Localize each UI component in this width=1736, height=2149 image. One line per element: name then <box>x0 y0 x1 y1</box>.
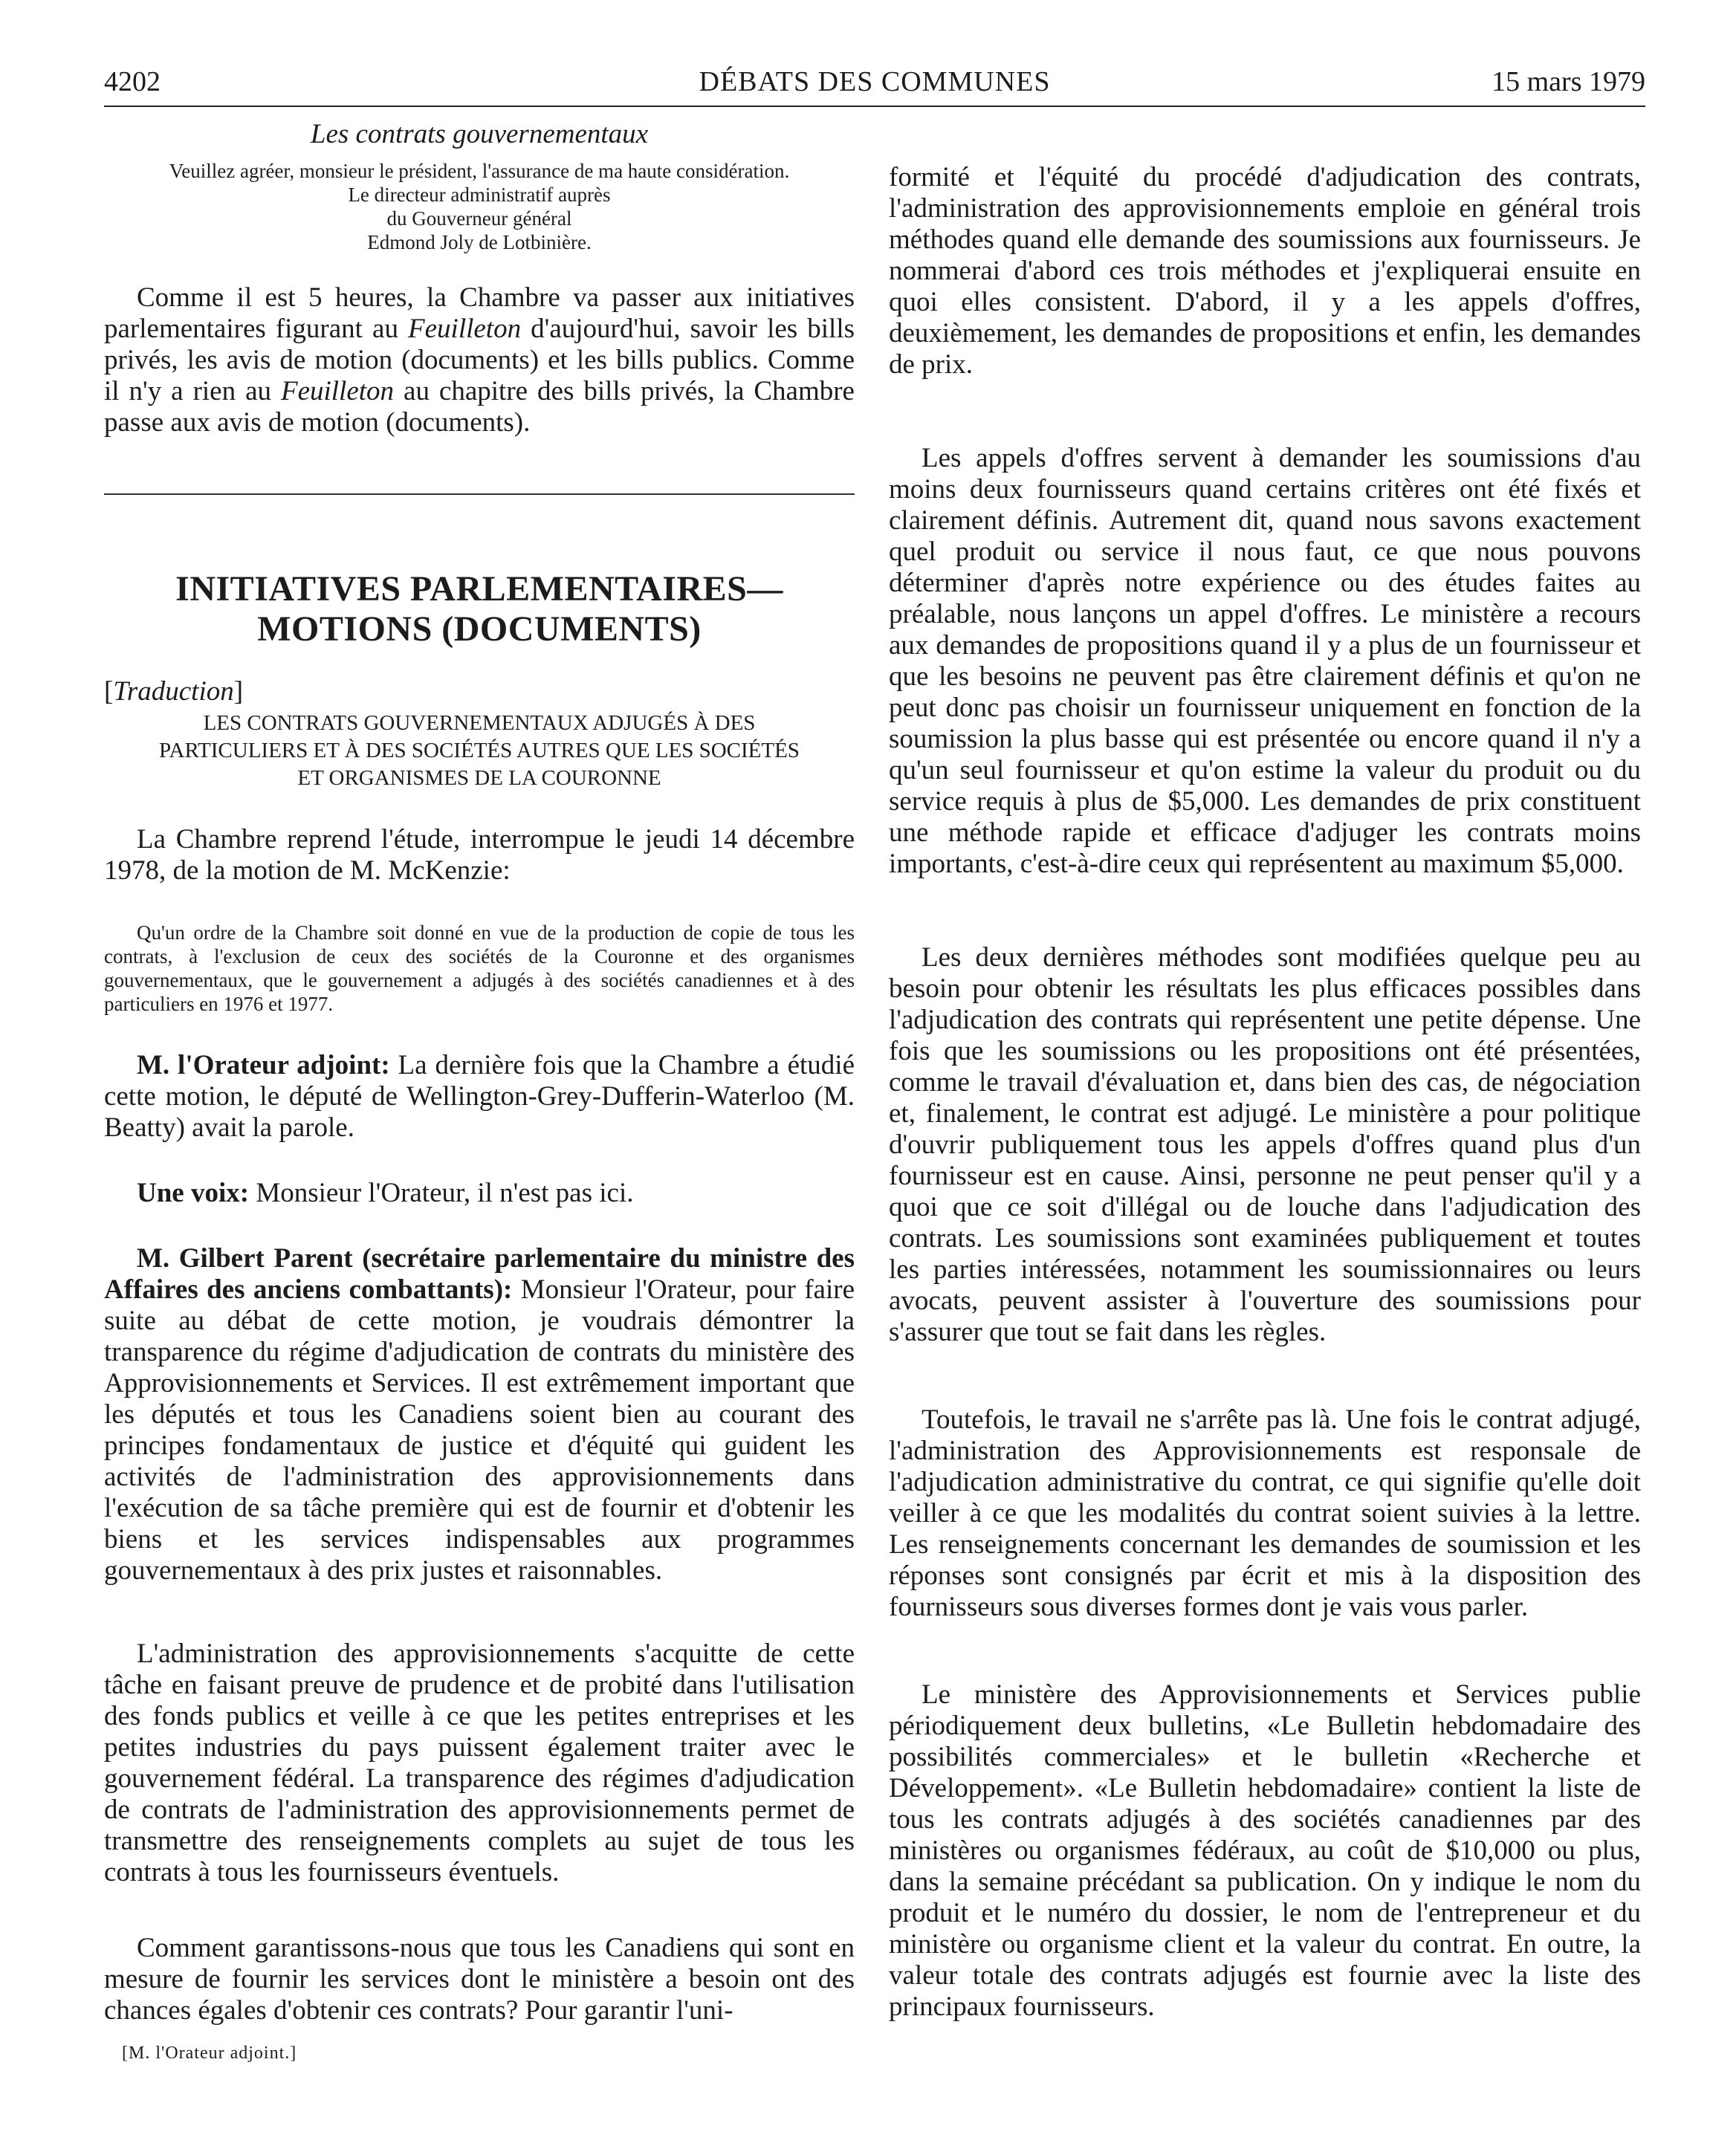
section-title: INITIATIVES PARLEMENTAIRES— MOTIONS (DOCUMENTS) <box>175 569 783 649</box>
section-divider <box>104 493 855 495</box>
publication-title: DÉBATS DES COMMUNES <box>699 66 1051 97</box>
paragraph: Les appels d'offres servent à demander les soumissions d'au moins deux fournisseurs quand certains critères ont été fixés et clairement définis. Autrement dit, quand nous savons exactement quel produit ou service il nous faut, ce que nous pouvons déterminer d'après notre expérience ou des études faites au préalable, nous lançons un appel d'offres. Le ministère a recours aux demandes de propositions quand il y a plus de un fournisseur et que les besoins ne peuvent pas être clairement définis et qu'on ne peut donc pas choisir un fournisseur uniquement en fonction de la soumission la plus basse qui est présentée ou encore quand il n'y a qu'un seul fournisseur et qu'on estime la valeur du produit ou du service requis à plus de $5,000. Les demandes de prix constituent une méthode rapide et efficace d'adjuger les contrats moins importants, c'est-à-dire ceux qui représentent au maximum $5,000. <box>889 443 1641 879</box>
voice-para: Une voix: Monsieur l'Orateur, il n'est pas ici. <box>137 1178 634 1208</box>
letter-line: Veuillez agréer, monsieur le président, l'assurance de ma haute considération. <box>169 160 790 182</box>
paragraph: Toutefois, le travail ne s'arrête pas là. Une fois le contrat adjugé, l'administration des Approvisionnements est responsale de l'adjudication administrative du contrat, ce qui signifie qu'elle doit veiller à ce que les modalités du contrat soient suivies à la lettre. Les renseignements concernant les demandes de soumission et les réponses sont consignés par écrit et mis à la disposition des fournisseurs sous diverses formes dont je vais vous parler. <box>889 1404 1641 1622</box>
paragraph: formité et l'équité du procédé d'adjudication des contrats, l'administration des approvisionnements emploie en général trois méthodes quand elle demande des soumissions aux fournisseurs. Je nommerai d'abord ces trois méthodes et j'expliquerai ensuite en quoi elles consistent. D'abord, il y a les appels d'offres, deuxièmement, les demandes de propositions et enfin, les demandes de prix. <box>889 162 1641 380</box>
letter-closing <box>104 159 855 254</box>
speaker-announcement: Comme il est 5 heures, la Chambre va passer aux initiatives parlementaires figurant au Feuilleton d'aujourd'hui, savoir les bills privés, les avis de motion (documents) et les bills publics. Comme il n'y a rien au Feuilleton au chapitre des bills privés, la Chambre passe aux avis de motion (documents). <box>104 282 855 438</box>
comment-para: Comment garantissons-nous que tous les Canadiens qui sont en mesure de fournir les services dont le ministère a besoin ont des chances égales d'obtenir ces contrats? Pour garantir l'uni- <box>104 1933 855 2026</box>
page-header <box>104 64 1645 107</box>
letter-line: Le directeur administratif auprès <box>348 184 611 206</box>
resumption-para: La Chambre reprend l'étude, interrompue le jeudi 14 décembre 1978, de la motion de M. McKenzie: <box>104 824 855 886</box>
paragraph: Les deux dernières méthodes sont modifiées quelque peu au besoin pour obtenir les résultats les plus efficaces possibles dans l'adjudication des contrats qui représentent une petite dépense. Une fois que les soumissions ou les propositions ont été présentées, comme le travail d'évaluation et, dans bien des cas, de négociation et, finalement, le contrat est adjugé. Le ministère a pour politique d'ouvrir publiquement tous les appels d'offres quand plus d'un fournisseur est en cause. Ainsi, personne ne peut penser qu'il y a quoi que ce soit d'illégal ou de louche dans l'adjudication des contrats. Les soumissions sont examinées publiquement et toutes les parties intéressées, notamment les soumissionnaires ou leurs avocats, peuvent assister à l'ouverture des soumissions pour s'assurer que tout se fait dans les règles. <box>889 942 1641 1347</box>
letter-line: Edmond Joly de Lotbinière. <box>367 231 592 253</box>
footnote: [M. l'Orateur adjoint.] <box>122 2043 297 2063</box>
parent-speech: M. Gilbert Parent (secrétaire parlementaire du ministre des Affaires des anciens combattants): Monsieur l'Orateur, pour faire suite au débat de cette motion, je voudrais démontrer la transparence du régime d'adjudication de contrats du ministère des Approvisionnements et Services. Il est extrêmement important que les députés et tous les Canadiens soient bien au courant des principes fondamentaux de justice et d'équité qui guident les activités de l'administration des approvisionnements dans l'exécution de sa tâche première qui est de fournir et d'obtenir les biens et les services indispensables aux programmes gouvernementaux à des prix justes et raisonnables. <box>104 1243 855 1586</box>
paragraph: Le ministère des Approvisionnements et Services publie périodiquement deux bulletins, «Le Bulletin hebdomadaire des possibilités commerciales» et le bulletin «Recherche et Développement». «Le Bulletin hebdomadaire» contient la liste de tous les contrats adjugés à des sociétés canadiennes par des ministères ou organismes fédéraux, au coût de $10,000 ou plus, dans la semaine précédant sa publication. On y indique le nom du produit et le numéro du dossier, le nom de l'entrepreneur et du ministère ou organisme client et la valeur du contrat. En outre, la valeur totale des contrats adjugés est fournie avec la liste des principaux fournisseurs. <box>889 1679 1641 2022</box>
motion-subject: LES CONTRATS GOUVERNEMENTAUX ADJUGÉS À DES PARTICULIERS ET À DES SOCIÉTÉS AUTRES QUE LES SOCIÉTÉS ET ORGANISMES DE LA COURONNE <box>159 711 800 790</box>
running-head: Les contrats gouvernementaux <box>310 119 649 149</box>
page-number: 4202 <box>104 66 161 97</box>
right-column <box>889 162 1641 2023</box>
letter-line: du Gouverneur général <box>386 207 572 230</box>
admin-para: L'administration des approvisionnements s'acquitte de cette tâche en faisant preuve de prudence et de probité dans l'utilisation des fonds publics et veille à ce que les petites entreprises et les petites industries du pays puissent également traiter avec le gouvernement fédéral. La transparence des régimes d'adjudication de contrats de l'administration des approvisionnements permet de transmettre des renseignements complets au sujet de tous les contrats à tous les fournisseurs éventuels. <box>104 1639 855 1887</box>
deputy-speaker-para: M. l'Orateur adjoint: La dernière fois que la Chambre a étudié cette motion, le député de Wellington-Grey-Dufferin-Waterloo (M. Beatty) avait la parole. <box>104 1050 855 1143</box>
motion-text: Qu'un ordre de la Chambre soit donné en vue de la production de copie de tous les contrats, à l'exclusion de ceux des sociétés de la Couronne et des organismes gouvernementaux, que le gouvernement a adjugés à des sociétés canadiennes et à des particuliers en 1976 et 1977. <box>104 921 855 1015</box>
traduction-label: [Traduction] <box>104 676 244 707</box>
issue-date: 15 mars 1979 <box>1492 66 1645 97</box>
left-column <box>104 119 855 2064</box>
